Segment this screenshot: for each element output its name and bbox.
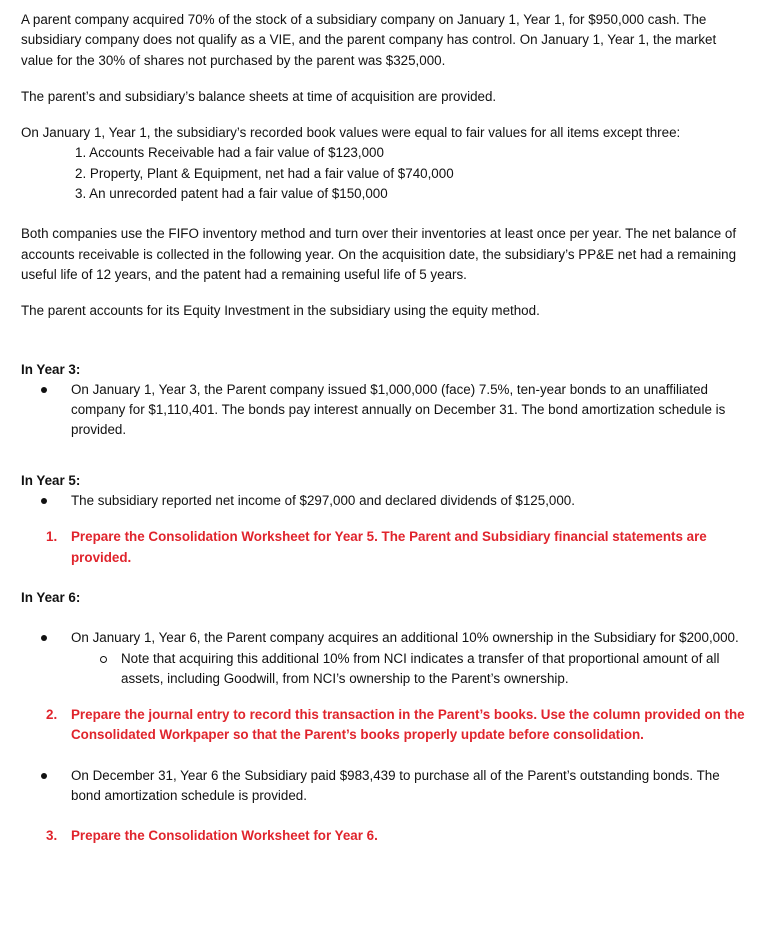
question-number: 3. [46, 828, 58, 844]
year6-nci-note: Note that acquiring this additional 10% from NCI indicates a transfer of that proportional amount of all assets, including Goodwill, from NCI’s ownership to the Parent’s ownership. [121, 650, 720, 686]
question-1 [21, 527, 751, 568]
question-number: 1. [46, 529, 58, 545]
list-item [21, 766, 751, 807]
question-text: Prepare the journal entry to record this transaction in the Parent’s books. Use the column provided on the Consolidated Workpaper so that the Parent’s books properly update before consolidation. [71, 707, 745, 743]
year5-net-income: The subsidiary reported net income of $297,000 and declared dividends of $125,000. [71, 493, 575, 509]
inventory-paragraph: Both companies use the FIFO inventory method and turn over their inventories at least once per year. The net balance of accounts receivable is collected in the following year. On the acquisition date, the subsidiary’s PP&E net had a remaining useful life of 12 years, and the patent had a remaining useful life of 5 years. [21, 226, 737, 282]
year5-heading: In Year 5: [21, 472, 81, 488]
question-number: 2. [46, 707, 58, 723]
equity-method-paragraph: The parent accounts for its Equity Investment in the subsidiary using the equity method. [21, 303, 540, 319]
year6-bond-retirement: On December 31, Year 6 the Subsidiary paid $983,439 to purchase all of the Parent’s outstanding bonds. The bond amortization schedule is provided. [71, 767, 720, 804]
list-item: 2. Property, Plant & Equipment, net had a fair value of $740,000 [75, 165, 454, 181]
list-item [21, 491, 751, 511]
bullet-icon [41, 773, 47, 779]
bullet-icon [41, 387, 47, 393]
balance-sheets-note: The parent’s and subsidiary’s balance sheets at time of acquisition are provided. [21, 88, 497, 104]
sub-bullet-icon [100, 656, 107, 663]
bullet-icon [41, 635, 47, 641]
question-2 [21, 705, 751, 746]
question-3 [21, 826, 751, 846]
fair-value-list [21, 143, 751, 204]
question-text: Prepare the Consolidation Worksheet for Year 5. The Parent and Subsidiary financial statements are provided. [71, 529, 707, 565]
problem-document [21, 10, 751, 847]
year3-bond-issue: On January 1, Year 3, the Parent company issued $1,000,000 (face) 7.5%, ten-year bonds to an unaffiliated company for $1,110,401. The bonds pay interest annually on December 31. The bond amortization schedule is provided. [71, 381, 726, 438]
list-item [21, 628, 751, 648]
bullet-icon [41, 498, 47, 504]
year3-heading: In Year 3: [21, 361, 81, 377]
year6-additional-purchase: On January 1, Year 6, the Parent company acquires an additional 10% ownership in the Subsidiary for $200,000. [71, 630, 739, 646]
year6-heading: In Year 6: [21, 589, 81, 605]
intro-paragraph: A parent company acquired 70% of the stock of a subsidiary company on January 1, Year 1, for $950,000 cash. The subsidiary company does not qualify as a VIE, and the parent company has control. On January 1, Year 1, the market value for the 30% of shares not purchased by the parent was $325,000. [21, 12, 717, 68]
question-text: Prepare the Consolidation Worksheet for Year 6. [71, 828, 378, 844]
fair-value-intro: On January 1, Year 1, the subsidiary’s recorded book values were equal to fair values for all items except three: [21, 125, 681, 141]
list-item: 1. Accounts Receivable had a fair value of $123,000 [75, 145, 384, 161]
list-item [21, 380, 751, 441]
list-item [21, 649, 751, 690]
list-item: 3. An unrecorded patent had a fair value of $150,000 [75, 186, 388, 202]
